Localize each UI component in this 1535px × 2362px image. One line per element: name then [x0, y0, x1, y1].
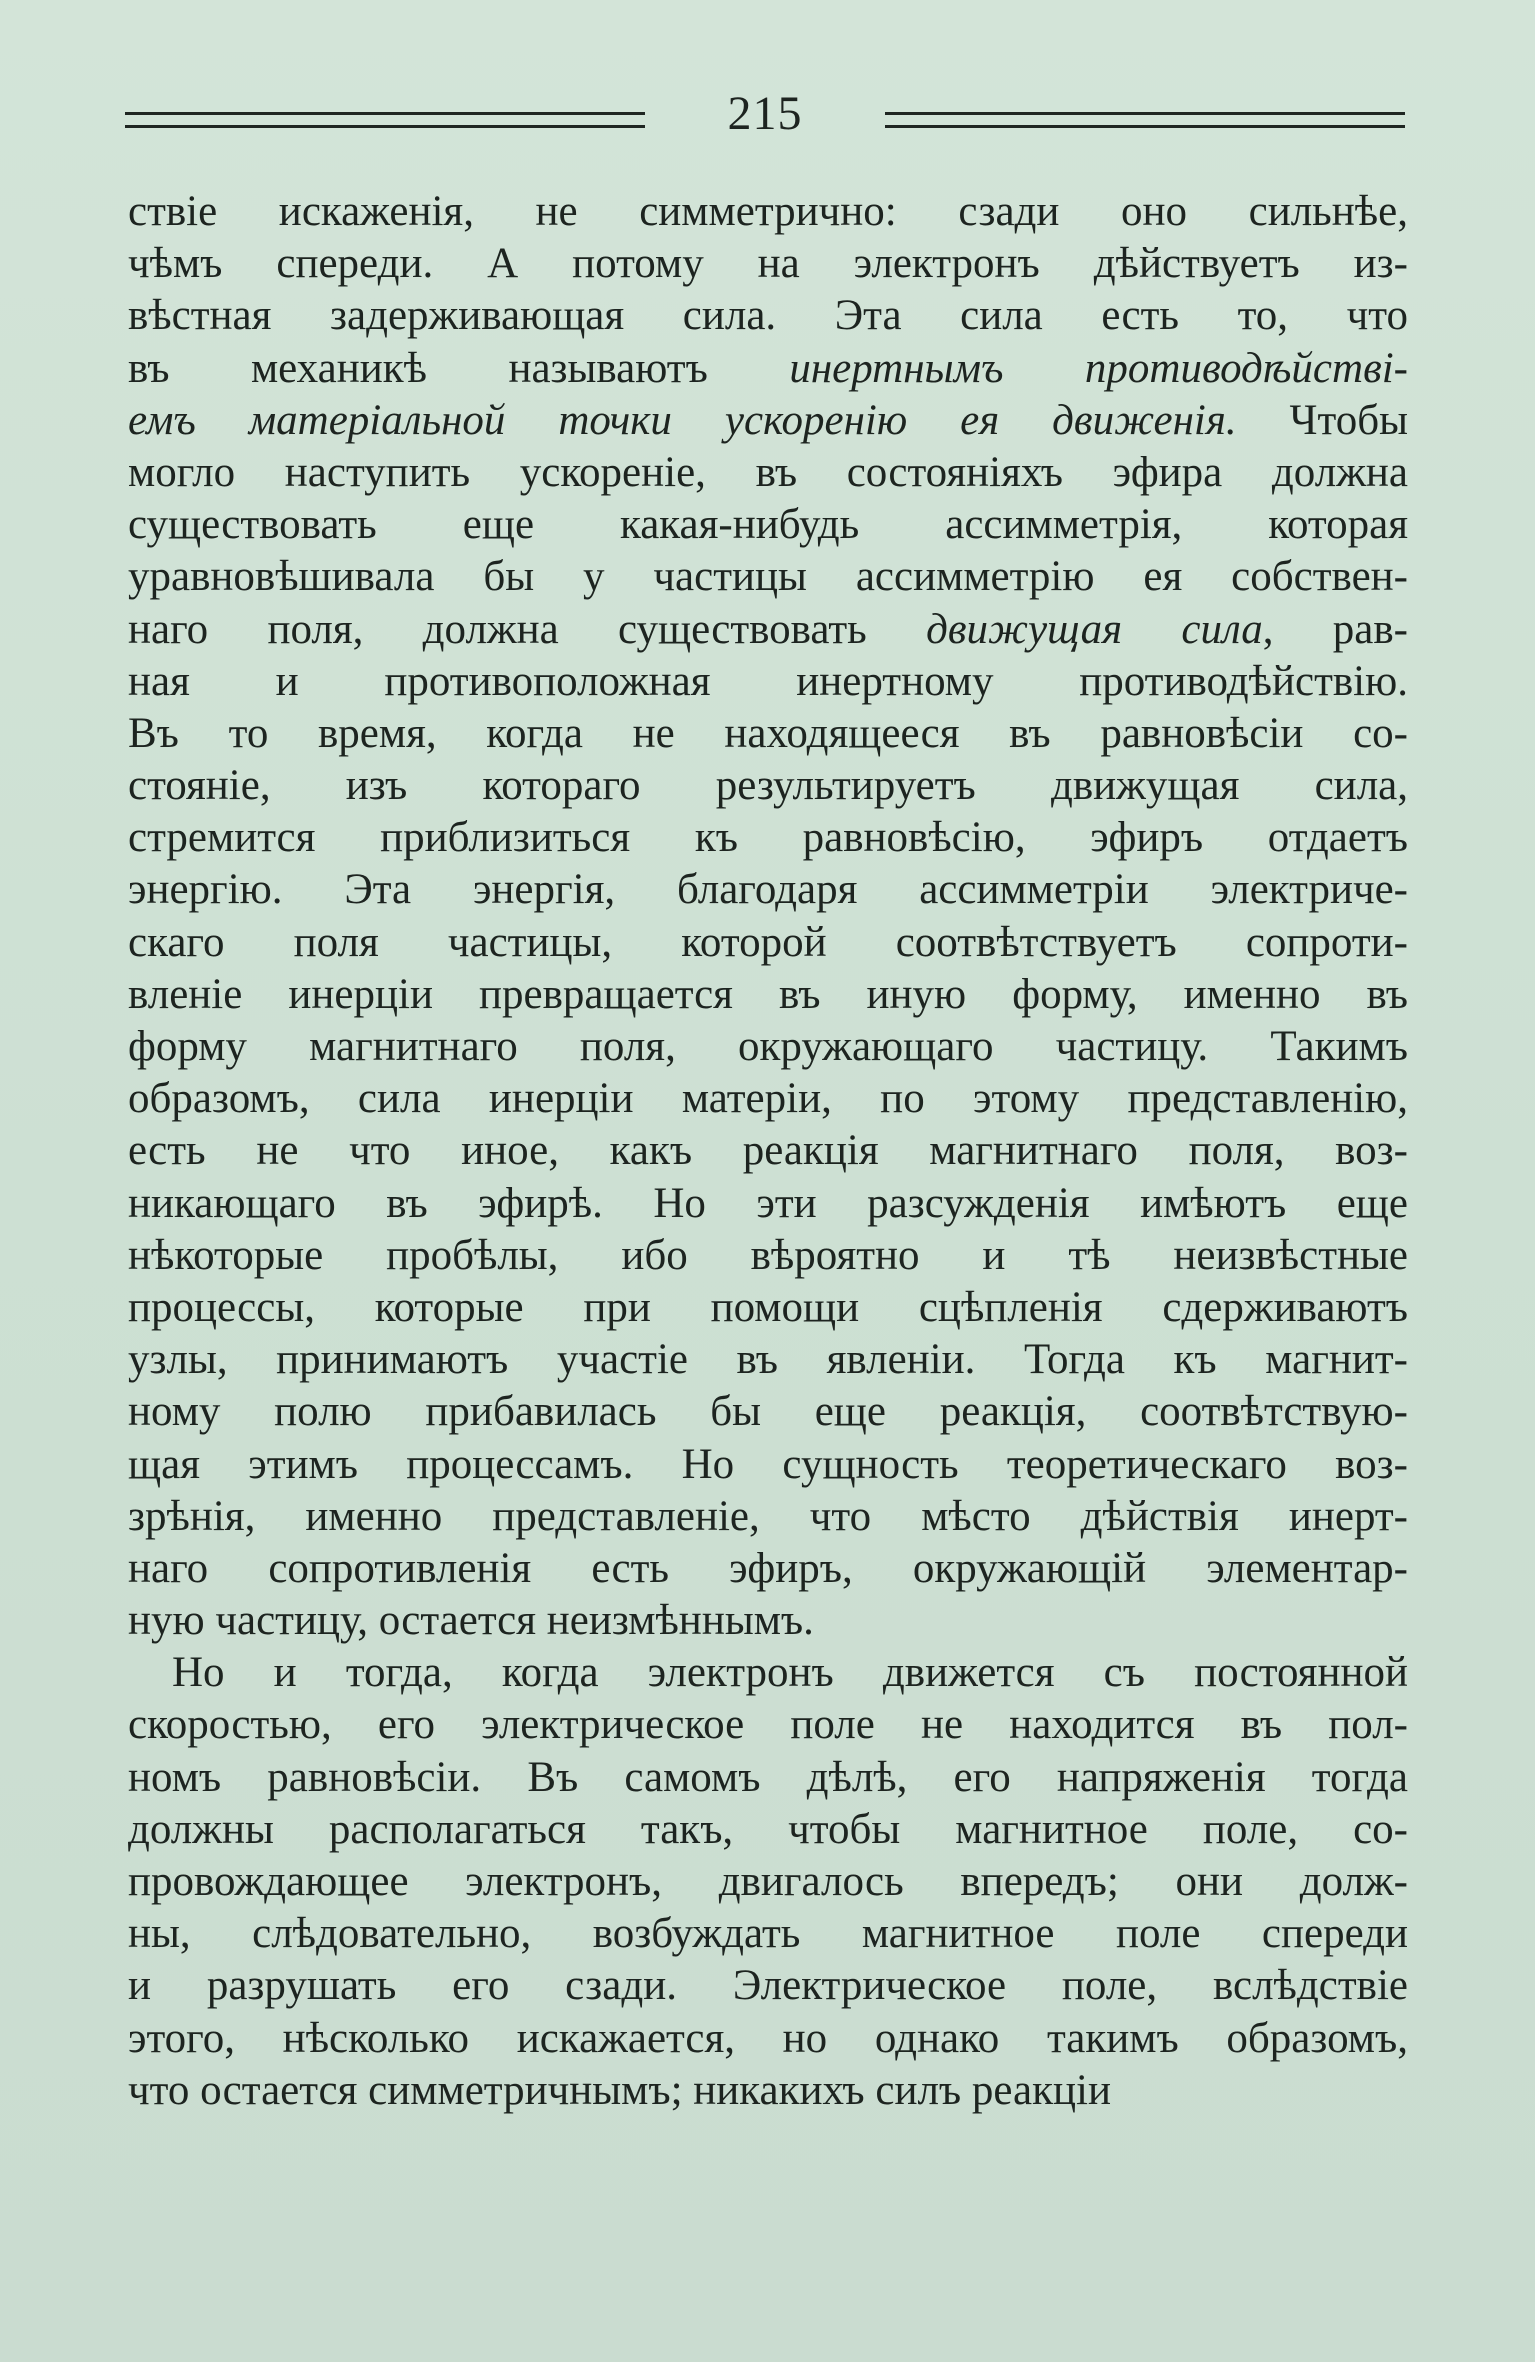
- text-line: [128, 238, 1408, 290]
- text-segment: вленіе инерціи превращается въ иную форму, именно въ: [128, 970, 1408, 1018]
- text-segment: процессы, которые при помощи сцѣпленія сдерживаютъ: [128, 1283, 1408, 1331]
- text-segment: скаго поля частицы, которой соотвѣтствуетъ сопроти-: [128, 918, 1408, 966]
- header-rule-left: [125, 112, 645, 128]
- italic-text: инертнымъ противодѣйствi-: [789, 344, 1408, 392]
- text-segment: вѣстная задерживающая сила. Эта сила есть то, что: [128, 292, 1408, 340]
- text-segment: должны располагаться такъ, чтобы магнитное поле, со-: [128, 1805, 1408, 1853]
- text-line: [128, 604, 1408, 656]
- text-line: [128, 551, 1408, 603]
- text-segment: образомъ, сила инерціи матеріи, по этому представленію,: [128, 1075, 1408, 1123]
- text-segment: стремится приблизиться къ равновѣсію, эфиръ отдаетъ: [128, 814, 1408, 862]
- text-segment: Въ то время, когда не находящееся въ равновѣсіи со-: [128, 709, 1408, 757]
- text-segment: чѣмъ спереди. А потому на электронъ дѣйствуетъ из-: [128, 240, 1408, 288]
- text-segment: форму магнитнаго поля, окружающаго частицу. Такимъ: [128, 1023, 1408, 1070]
- text-line: [128, 1752, 1408, 1804]
- text-segment: наго сопротивленія есть эфиръ, окружающій элементар-: [128, 1544, 1408, 1592]
- text-line: [128, 917, 1408, 969]
- text-segment: ная и противоположная инертному противодѣйствію.: [128, 657, 1408, 705]
- text-segment: ны, слѣдовательно, возбуждать магнитное поле спереди: [128, 1910, 1408, 1958]
- text-line: [128, 864, 1408, 916]
- header-rule-right: [885, 112, 1405, 128]
- text-line: [128, 812, 1408, 864]
- text-line: [128, 708, 1408, 760]
- text-line: [128, 1073, 1408, 1125]
- body-text: [128, 186, 1408, 2117]
- text-line: [128, 1334, 1408, 1386]
- text-line: [128, 2065, 1408, 2117]
- text-segment: въ механикѣ называютъ: [128, 344, 790, 392]
- text-segment: что остается симметричнымъ; никакихъ силъ реакціи: [128, 2066, 1111, 2114]
- text-line: [128, 290, 1408, 342]
- text-segment: стояніе, изъ котораго результируетъ движущая сила,: [128, 762, 1408, 810]
- text-line: [128, 1647, 1408, 1699]
- page-header: [125, 84, 1405, 144]
- text-line: [128, 1282, 1408, 1334]
- text-segment: энергію. Эта энергія, благодаря ассимметріи электриче-: [128, 866, 1408, 914]
- text-line: [128, 969, 1408, 1021]
- text-segment: номъ равновѣсіи. Въ самомъ дѣлѣ, его напряженія тогда: [128, 1753, 1408, 1801]
- text-line: [128, 1908, 1408, 1960]
- text-segment: Но и тогда, когда электронъ движется съ постоянной: [172, 1649, 1408, 1697]
- italic-text: движущая сила: [926, 605, 1263, 653]
- text-segment: никающаго въ эфирѣ. Но эти разсужденія имѣютъ еще: [128, 1179, 1408, 1227]
- text-line: [128, 395, 1408, 447]
- text-segment: зрѣнія, именно представленіе, что мѣсто дѣйствія инерт-: [128, 1492, 1408, 1540]
- text-line: [128, 343, 1408, 395]
- text-line: [128, 1543, 1408, 1595]
- text-segment: ную частицу, остается неизмѣннымъ.: [128, 1597, 814, 1645]
- text-line: [128, 1386, 1408, 1438]
- text-segment: существовать еще какая-нибудь ассимметрія, которая: [128, 501, 1408, 549]
- text-line: [128, 1021, 1408, 1073]
- text-line: [128, 1125, 1408, 1177]
- page-number: 215: [727, 87, 803, 140]
- text-segment: уравновѣшивала бы у частицы ассимметрію ея собствен-: [128, 553, 1408, 601]
- text-segment: ствіе искаженія, не симметрично: сзади оно сильнѣе,: [128, 188, 1408, 235]
- text-segment: нѣкоторые пробѣлы, ибо вѣроятно и тѣ неизвѣстные: [128, 1231, 1408, 1279]
- text-line: [128, 1804, 1408, 1856]
- text-line: [128, 1439, 1408, 1491]
- text-segment: и разрушать его сзади. Электрическое поле, вслѣдствіе: [128, 1962, 1408, 2010]
- text-line: [128, 447, 1408, 499]
- text-segment: провождающее электронъ, двигалось впередъ; они долж-: [128, 1858, 1408, 1905]
- text-line: [128, 1960, 1408, 2012]
- text-segment: , рав-: [1262, 605, 1408, 653]
- text-segment: Чтобы: [1236, 396, 1408, 444]
- text-line: [128, 2013, 1408, 2065]
- text-segment: ному полю прибавилась бы еще реакція, соотвѣтствую-: [128, 1388, 1408, 1436]
- text-line: [128, 1595, 1408, 1647]
- text-line: [128, 499, 1408, 551]
- text-segment: скоростью, его электрическое поле не находится въ пол-: [128, 1701, 1408, 1749]
- italic-text: емъ матеріальной точки ускоренію ея движенія.: [128, 396, 1237, 444]
- text-line: [128, 656, 1408, 708]
- text-segment: щая этимъ процессамъ. Но сущность теоретическаго воз-: [128, 1440, 1408, 1488]
- text-line: [128, 1230, 1408, 1282]
- text-line: [128, 1856, 1408, 1908]
- text-line: [128, 1178, 1408, 1230]
- text-segment: наго поля, должна существовать: [128, 605, 927, 653]
- text-segment: узлы, принимаютъ участіе въ явленіи. Тогда къ магнит-: [128, 1336, 1408, 1384]
- text-line: [128, 186, 1408, 238]
- text-line: [128, 1699, 1408, 1751]
- text-line: [128, 760, 1408, 812]
- text-segment: могло наступить ускореніе, въ состояніяхъ эфира должна: [128, 448, 1408, 496]
- text-segment: этого, нѣсколько искажается, но однако такимъ образомъ,: [128, 2014, 1408, 2062]
- text-segment: есть не что иное, какъ реакція магнитнаго поля, воз-: [128, 1127, 1408, 1175]
- text-line: [128, 1491, 1408, 1543]
